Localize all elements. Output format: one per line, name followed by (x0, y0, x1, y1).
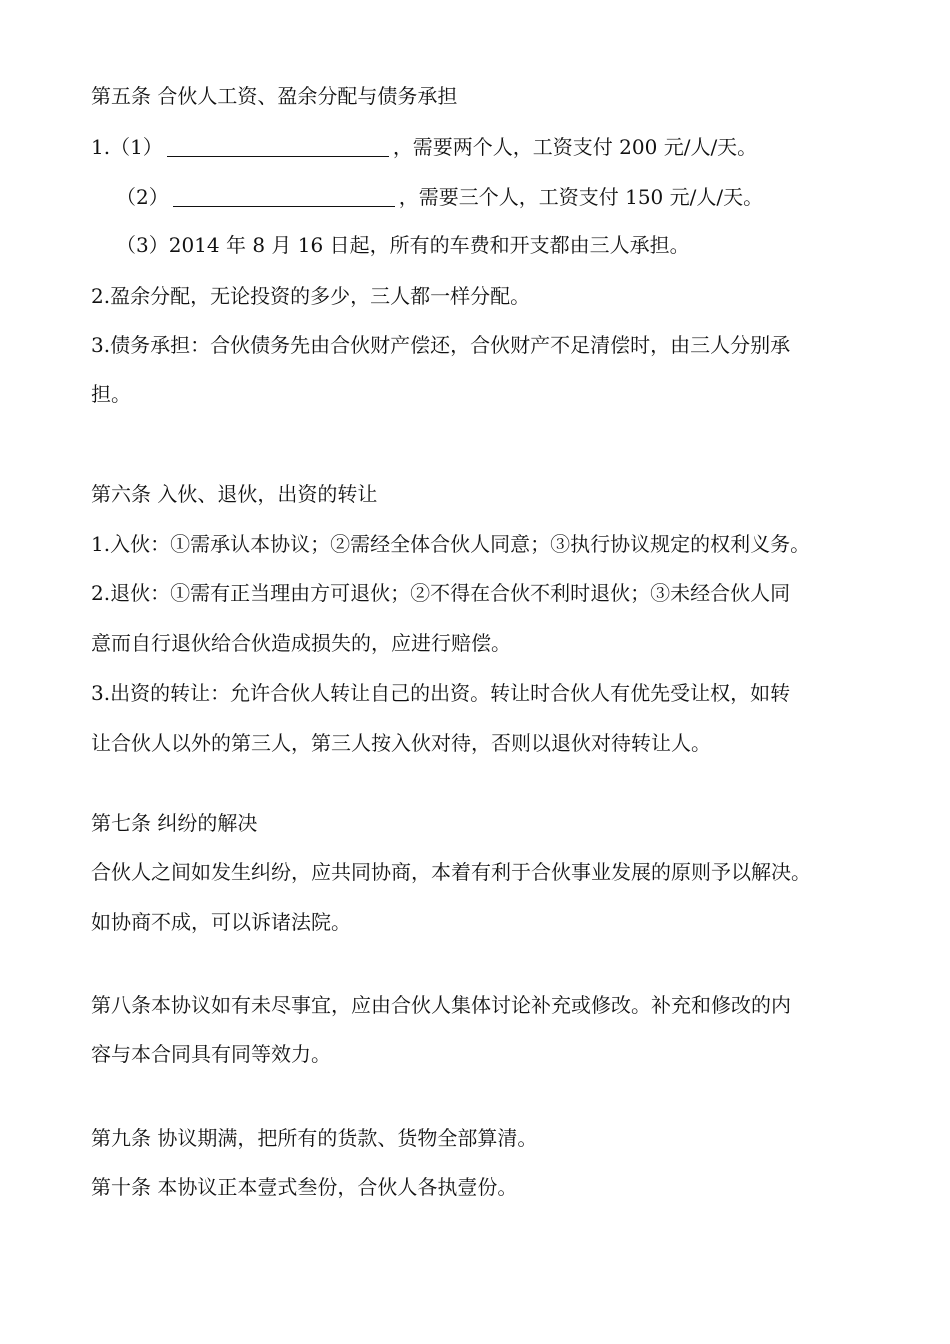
blank-underline-2[interactable] (173, 186, 395, 207)
article-10: 第十条 本协议正本壹式叁份，合伙人各执壹份。 (91, 1175, 518, 1199)
blank-underline-1[interactable] (167, 136, 389, 157)
article-6-item-2-line-1: 2.退伙：①需有正当理由方可退伙；②不得在合伙不利时退伙；③未经合伙人同 (91, 581, 791, 605)
article-5-item-1-2 (116, 186, 763, 207)
article-6-item-1: 1.入伙：①需承认本协议；②需经全体合伙人同意；③执行协议规定的权利义务。 (91, 532, 811, 556)
article-6-heading: 第六条 入伙、退伙，出资的转让 (91, 482, 378, 506)
article-8-line-2: 容与本合同具有同等效力。 (91, 1042, 331, 1066)
article-7-heading: 第七条 纠纷的解决 (91, 811, 258, 835)
article-5-item-3-line-1: 3.债务承担：合伙债务先由合伙财产偿还，合伙财产不足清偿时，由三人分别承 (91, 333, 791, 357)
article-7-line-2: 如协商不成，可以诉诸法院。 (91, 910, 351, 934)
article-7-line-1: 合伙人之间如发生纠纷，应共同协商，本着有利于合伙事业发展的原则予以解决。 (91, 860, 811, 884)
item-1-2-suffix: ，需要三个人，工资支付 150 元/人/天。 (398, 185, 764, 209)
article-5-item-3-line-2: 担。 (91, 382, 131, 406)
article-5-item-2: 2.盈余分配，无论投资的多少，三人都一样分配。 (91, 284, 531, 308)
article-6-item-2-line-2: 意而自行退伙给合伙造成损失的，应进行赔偿。 (91, 631, 511, 655)
article-5-item-1-3: （3）2014 年 8 月 16 日起，所有的车费和开支都由三人承担。 (116, 233, 690, 257)
article-9: 第九条 协议期满，把所有的货款、货物全部算清。 (91, 1126, 538, 1150)
item-1-2-prefix: （2） (116, 185, 169, 209)
article-5-heading: 第五条 合伙人工资、盈余分配与债务承担 (91, 84, 458, 108)
article-5-item-1 (91, 136, 757, 157)
item-1-suffix: ，需要两个人，工资支付 200 元/人/天。 (392, 135, 758, 159)
article-8-line-1: 第八条本协议如有未尽事宜，应由合伙人集体讨论补充或修改。补充和修改的内 (91, 993, 791, 1017)
article-6-item-3-line-1: 3.出资的转让：允许合伙人转让自己的出资。转让时合伙人有优先受让权，如转 (91, 681, 791, 705)
article-6-item-3-line-2: 让合伙人以外的第三人，第三人按入伙对待，否则以退伙对待转让人。 (91, 731, 711, 755)
item-1-prefix: 1.（1） (91, 135, 163, 159)
